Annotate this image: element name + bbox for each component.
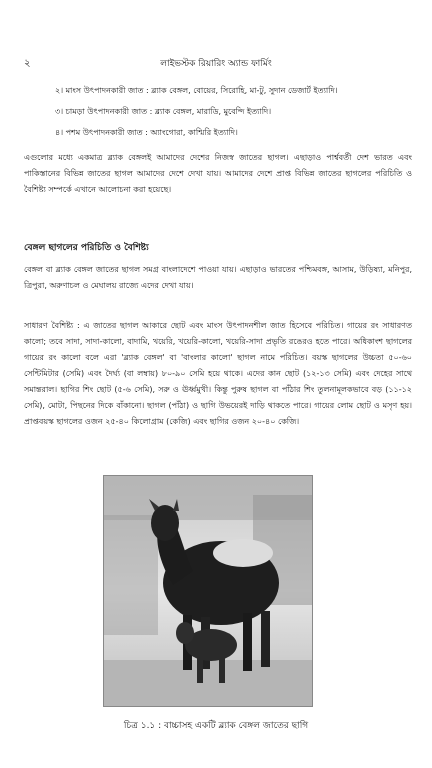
breed-list-item: ৪। পশম উৎপাদনকারী জাত : অ্যাংগোরা, কাশ্মিরি ইত্যাদি।: [55, 128, 238, 137]
intro-paragraph: এগুলোর মধ্যে একমাত্র ব্ল্যাক বেঙ্গলই আমাদের দেশের নিজস্ব জাতের ছাগল। এছাড়াও পার্শ্ববর্তী দেশ ভারত এবং পাকিস্তানের বিভিন্ন জাতের ছাগল আমাদের দেশে দেখা যায়। আমাদের দেশে প্রাপ্ত বিভিন্ন জাতের ছাগলের পরিচিতি ও বৈশিষ্ট্য সম্পর্কে এখানে আলোচনা করা হয়েছে।: [24, 153, 412, 194]
running-title: লাইভস্টক রিয়ারিং অ্যান্ড ফার্মিং: [160, 59, 272, 69]
breed-list-item: ৩। চামড়া উৎপাদনকারী জাত : ব্ল্যাক বেঙ্গল, মারাডি, মুবেন্দি ইত্যাদি।: [55, 107, 272, 116]
figure-caption: চিত্র ১.১ : বাচ্চাসহ একটি ব্ল্যাক বেঙ্গল জাতের ছাগি: [123, 721, 309, 731]
section-heading: বেঙ্গল ছাগলের পরিচিতি ও বৈশিষ্ট্য: [24, 243, 149, 253]
breed-list: [55, 80, 405, 143]
page-number: ২: [24, 58, 31, 69]
general-features-paragraph: সাধারণ বৈশিষ্ট্য : এ জাতের ছাগল আকারে ছোট এবং মাংস উৎপাদনশীল জাত হিসেবে পরিচিত। গায়ের রং সাধারণত কালো; তবে সাদা, সাদা-কালো, বাদামি, খয়েরি, খয়েরি-কালো, খয়েরি-সাদা প্রভৃতি রঙেরও হতে পারে। অধিকাংশ ছাগলের গায়ের রং কালো বলে এরা 'ব্ল্যাক বেঙ্গল' বা 'বাংলার কালো' ছাগল নামে পরিচিত। বয়স্ক ছাগলের উচ্চতা ৫০-৬০ সেন্টিমিটার (সেমি) এবং দৈর্ঘ্য (বা লম্বায়) ৮০-৯০ সেমি হয়ে থাকে। এদের কান ছোট (১২-১৩ সেমি) এবং দেহের সাথে সমান্তরাল। ছাগির শিং ছোট (৫-৬ সেমি), সরু ও ঊর্ধ্বমুখী। কিন্তু পুরুষ ছাগল বা পাঁঠার শিং তুলনামূলকভাবে বড় (১১-১২ সেমি), মোটা, পিছনের দিকে বাঁকানো। ছাগল (পাঁঠা) ও ছাগি উভয়েরই দাড়ি থাকতে পারে। গায়ের লোম ছোট ও মসৃণ হয়। প্রাপ্তবয়স্ক ছাগলের ওজন ২৫-৪০ কিলোগ্রাম (কেজি) এবং ছাগির ওজন ২০-৪০ কেজি।: [24, 321, 412, 426]
bengal-distribution-paragraph: বেঙ্গল বা ব্ল্যাক বেঙ্গল জাতের ছাগল সমগ্র বাংলাদেশে পাওয়া যায়। এছাড়াও ভারতের পশ্চিমবঙ্গ, আসাম, উড়িষ্যা, মনিপুর, ত্রিপুরা, অরুণাচল ও মেঘালয় রাজ্যে এদের দেখা যায়।: [24, 265, 412, 290]
goat-with-kid-photo: [103, 475, 313, 707]
breed-list-item: ২। মাংস উৎপাদনকারী জাত : ব্ল্যাক বেঙ্গল, বোয়ের, সিরোহি, মা-টু, সুদান ডেজার্ট ইত্যাদি।: [55, 86, 338, 95]
